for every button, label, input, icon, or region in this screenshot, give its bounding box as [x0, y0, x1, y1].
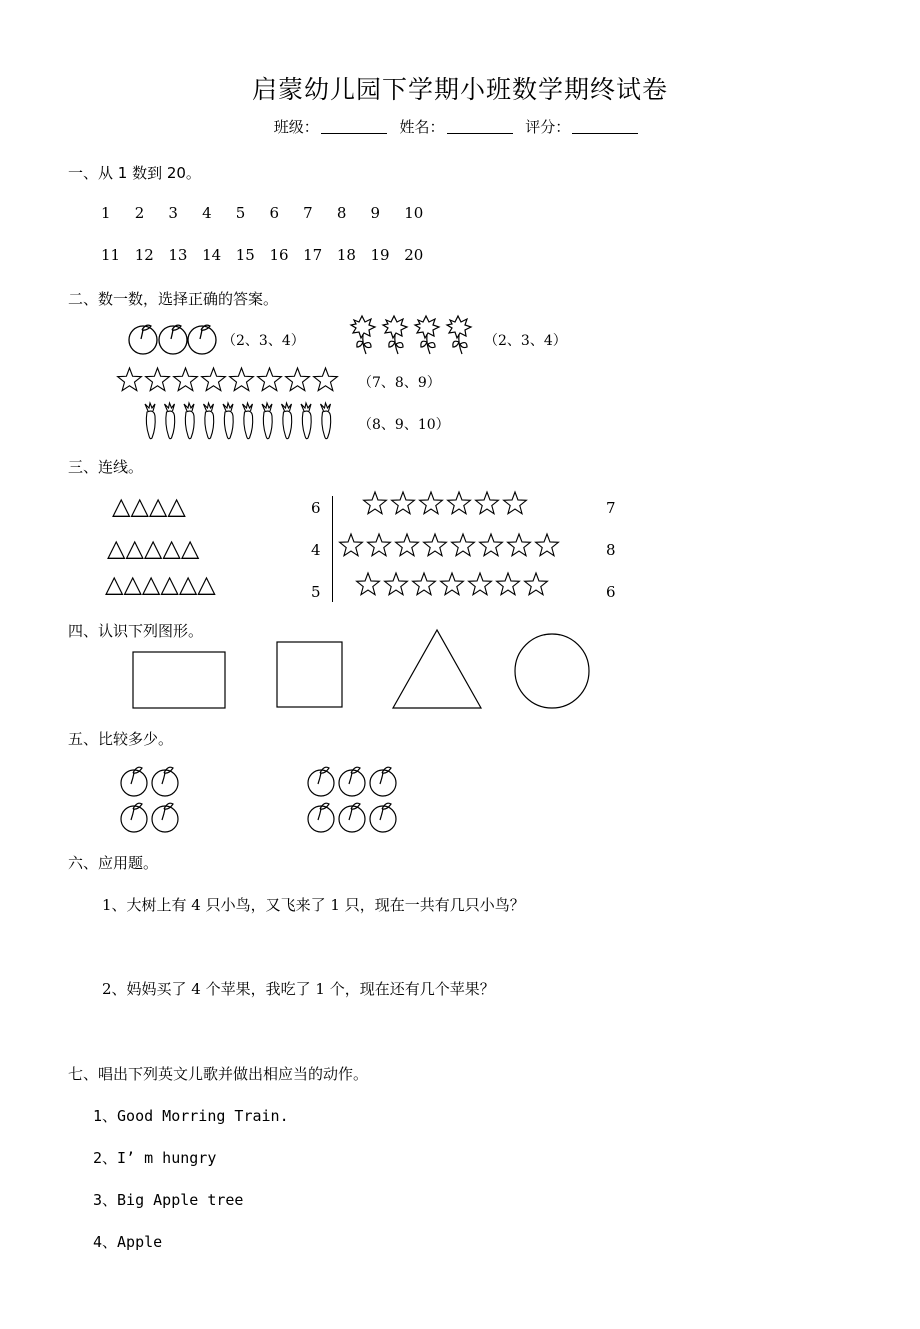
- carrot-icon: [262, 403, 272, 439]
- star-icon: [413, 573, 436, 595]
- section-1-heading: 一、从 1 数到 20。: [68, 164, 201, 182]
- left-number-1: 6: [311, 499, 321, 517]
- carrot-icon: [243, 403, 253, 439]
- song-2: 2、I’ m hungry: [93, 1149, 217, 1167]
- number: 17: [303, 246, 323, 264]
- apple-icon: [121, 767, 147, 796]
- name-label: 姓名：: [399, 118, 445, 136]
- number: 14: [202, 246, 222, 264]
- carrots-group: [142, 402, 342, 442]
- rectangle-shape: [133, 652, 225, 708]
- star-icon: [480, 534, 503, 556]
- star-icon: [314, 368, 338, 391]
- number: 13: [168, 246, 188, 264]
- flower-icon: [351, 316, 375, 354]
- right-number-3: 6: [606, 583, 616, 601]
- apple-icon: [129, 325, 157, 354]
- left-number-3: 5: [311, 583, 321, 601]
- number: 20: [404, 246, 424, 264]
- name-blank[interactable]: [447, 119, 513, 134]
- apple-icon: [308, 803, 334, 832]
- star-icon: [286, 368, 310, 391]
- star-icon: [469, 573, 492, 595]
- section-3-heading: 三、连线。: [68, 458, 144, 476]
- star-icon: [368, 534, 391, 556]
- star-icon: [504, 492, 527, 514]
- carrot-icon: [184, 403, 194, 439]
- song-4: 4、Apple: [93, 1233, 163, 1251]
- flower-icon: [383, 316, 407, 354]
- score-blank[interactable]: [572, 119, 638, 134]
- section-4-heading: 四、认识下列图形。: [68, 622, 204, 640]
- flower-icon: [415, 316, 439, 354]
- star-icon: [441, 573, 464, 595]
- apple-icon: [339, 767, 365, 796]
- count-row-2: [101, 246, 438, 264]
- apple-icon: [152, 803, 178, 832]
- section-6-heading: 六、应用题。: [68, 854, 159, 872]
- star-icon: [118, 368, 142, 391]
- apple-icon: [188, 325, 216, 354]
- square-shape: [277, 642, 342, 707]
- question-1: 1、大树上有 4 只小鸟，又飞来了 1 只，现在一共有几只小鸟？: [102, 896, 525, 914]
- section-5-heading: 五、比较多少。: [68, 730, 174, 748]
- question-2: 2、妈妈买了 4 个苹果，我吃了 1 个，现在还有几个苹果？: [102, 980, 495, 998]
- triangles-row-2: △△△△△: [107, 534, 200, 562]
- star-icon: [364, 492, 387, 514]
- number: 9: [370, 204, 381, 222]
- right-number-2: 8: [606, 541, 616, 559]
- flowers-group: [350, 314, 480, 356]
- star-icon: [174, 368, 198, 391]
- circle-shape: [515, 634, 589, 708]
- star-icon: [452, 534, 475, 556]
- number: 4: [202, 204, 212, 222]
- number: 5: [235, 204, 246, 222]
- number: 7: [303, 204, 313, 222]
- student-info-line: [0, 116, 920, 137]
- number: 15: [235, 246, 255, 264]
- number: 12: [134, 246, 154, 264]
- stars-row-2: [338, 532, 560, 562]
- number: 6: [269, 204, 279, 222]
- carrot-icon: [223, 403, 233, 439]
- page-title: 启蒙幼儿园下学期小班数学期终试卷: [251, 75, 668, 104]
- star-icon: [497, 573, 520, 595]
- section-7-heading: 七、唱出下列英文儿歌并做出相应当的动作。: [68, 1065, 369, 1083]
- apples-options: （2、3、4）: [222, 333, 305, 349]
- flower-icon: [447, 316, 471, 354]
- star-icon: [536, 534, 559, 556]
- stars-group: [116, 366, 342, 394]
- flowers-options: （2、3、4）: [484, 333, 567, 349]
- stars-row-1: [362, 490, 532, 520]
- stars-options: （7、8、9）: [358, 375, 441, 391]
- apple-icon: [152, 767, 178, 796]
- star-icon: [508, 534, 531, 556]
- number: 1: [101, 204, 111, 222]
- star-icon: [340, 534, 363, 556]
- apples-left-group: [118, 762, 188, 834]
- star-icon: [525, 573, 548, 595]
- star-icon: [258, 368, 282, 391]
- number: 8: [336, 204, 347, 222]
- number: 19: [370, 246, 390, 264]
- star-icon: [396, 534, 419, 556]
- star-icon: [146, 368, 170, 391]
- class-label: 班级：: [273, 118, 319, 136]
- apple-icon: [370, 767, 396, 796]
- star-icon: [357, 573, 380, 595]
- apple-icon: [308, 767, 334, 796]
- section-2-heading: 二、数一数，选择正确的答案。: [68, 290, 279, 308]
- matching-divider: [332, 496, 333, 602]
- apple-icon: [159, 325, 187, 354]
- song-3: 3、Big Apple tree: [93, 1191, 244, 1209]
- apples-right-group: [305, 762, 405, 834]
- star-icon: [230, 368, 254, 391]
- carrot-icon: [321, 403, 331, 439]
- star-icon: [420, 492, 443, 514]
- triangles-row-1: △△△△: [112, 492, 186, 520]
- shapes-group: [130, 628, 600, 712]
- triangles-row-3: △△△△△△: [105, 570, 216, 598]
- carrot-icon: [301, 403, 311, 439]
- song-1: 1、Good Morring Train.: [93, 1107, 289, 1125]
- class-blank[interactable]: [321, 119, 387, 134]
- triangle-shape: [393, 630, 481, 708]
- number: 3: [168, 204, 178, 222]
- apples-group: [128, 320, 220, 356]
- carrots-options: （8、9、10）: [358, 417, 450, 433]
- star-icon: [448, 492, 471, 514]
- apple-icon: [370, 803, 396, 832]
- number: 10: [404, 204, 424, 222]
- star-icon: [385, 573, 408, 595]
- count-row-1: [101, 204, 438, 222]
- carrot-icon: [165, 403, 175, 439]
- number: 2: [134, 204, 145, 222]
- carrot-icon: [204, 403, 214, 439]
- star-icon: [392, 492, 415, 514]
- apple-icon: [121, 803, 147, 832]
- star-icon: [202, 368, 226, 391]
- number: 16: [269, 246, 289, 264]
- star-icon: [476, 492, 499, 514]
- star-icon: [424, 534, 447, 556]
- score-label: 评分：: [525, 118, 571, 136]
- number: 18: [336, 246, 356, 264]
- number: 11: [101, 246, 121, 264]
- carrot-icon: [145, 403, 155, 439]
- carrot-icon: [282, 403, 292, 439]
- left-number-2: 4: [311, 541, 321, 559]
- apple-icon: [339, 803, 365, 832]
- stars-row-3: [355, 571, 551, 601]
- right-number-1: 7: [606, 499, 616, 517]
